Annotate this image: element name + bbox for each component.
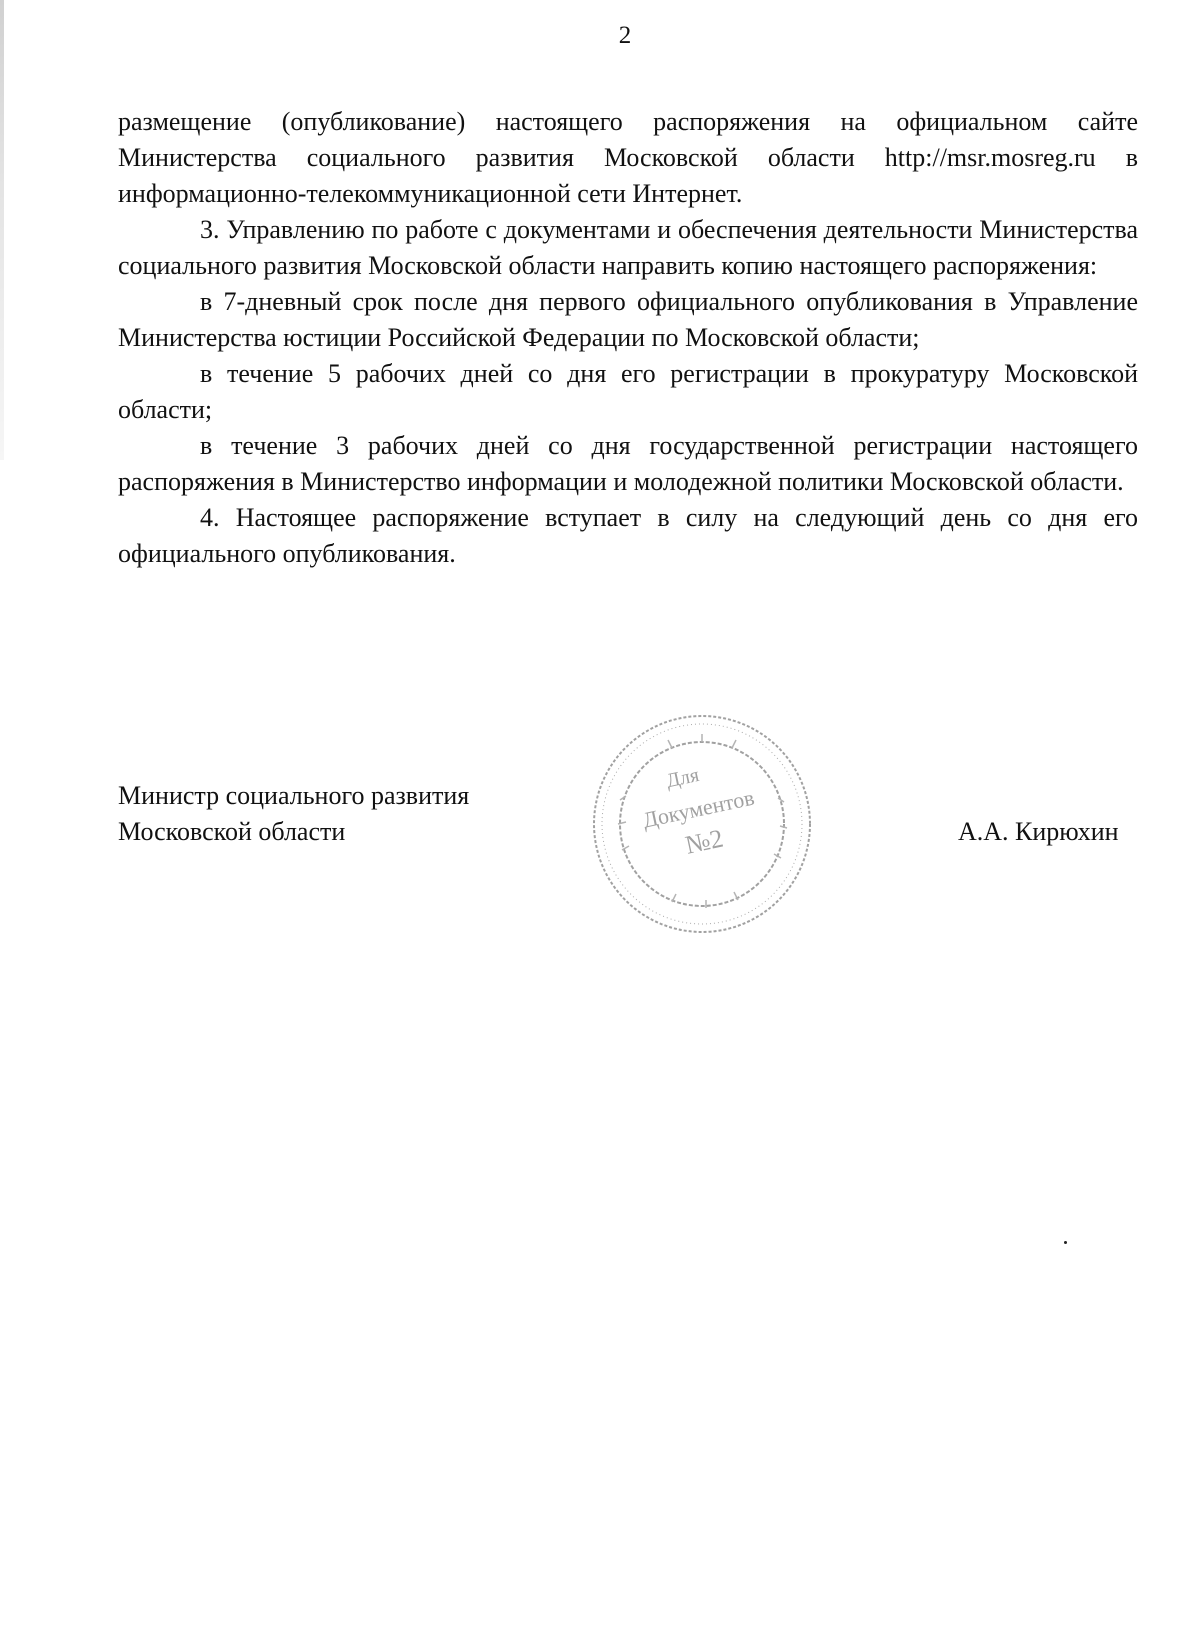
scan-speck xyxy=(1064,1241,1067,1244)
page-number: 2 xyxy=(618,22,632,49)
signatory-name: А.А. Кирюхин xyxy=(958,817,1119,846)
signatory-title-line1: Министр социального развития xyxy=(118,781,470,810)
scan-edge-shadow xyxy=(0,0,4,460)
signatory-title-line2: Московской области xyxy=(118,817,346,846)
paragraph-item-4: 4. Настоящее распоряжение вступает в силу на следующий день со дня его официального опубликования. xyxy=(118,503,1138,568)
paragraph-information-ministry: в течение 3 рабочих дней со дня государственной регистрации настоящего распоряжения в Министерство информации и молодежной политики Московской области. xyxy=(118,431,1138,496)
official-stamp-seal xyxy=(582,704,822,944)
paragraph-item-3: 3. Управлению по работе с документами и обеспечения деятельности Министерства социального развития Московской области направить копию настоящего распоряжения: xyxy=(118,215,1138,280)
paragraph-justice-ministry: в 7-дневный срок после дня первого официального опубликования в Управление Министерства юстиции Российской Федерации по Московской области; xyxy=(118,287,1138,352)
paragraph-publication: размещение (опубликование) настоящего распоряжения на официальном сайте Министерства социального развития Московской области http://msr.mosreg.ru в информационно-телекоммуникационной сети Интернет. xyxy=(118,107,1138,208)
signatory-title xyxy=(118,778,469,850)
stamp-text-line1: Для xyxy=(664,763,702,793)
stamp-text-line2: Документов xyxy=(640,784,757,833)
stamp-text-line3: №2 xyxy=(682,823,726,860)
paragraph-prosecutor: в течение 5 рабочих дней со дня его регистрации в прокуратуру Московской области; xyxy=(118,359,1138,424)
document-body xyxy=(118,104,1138,572)
